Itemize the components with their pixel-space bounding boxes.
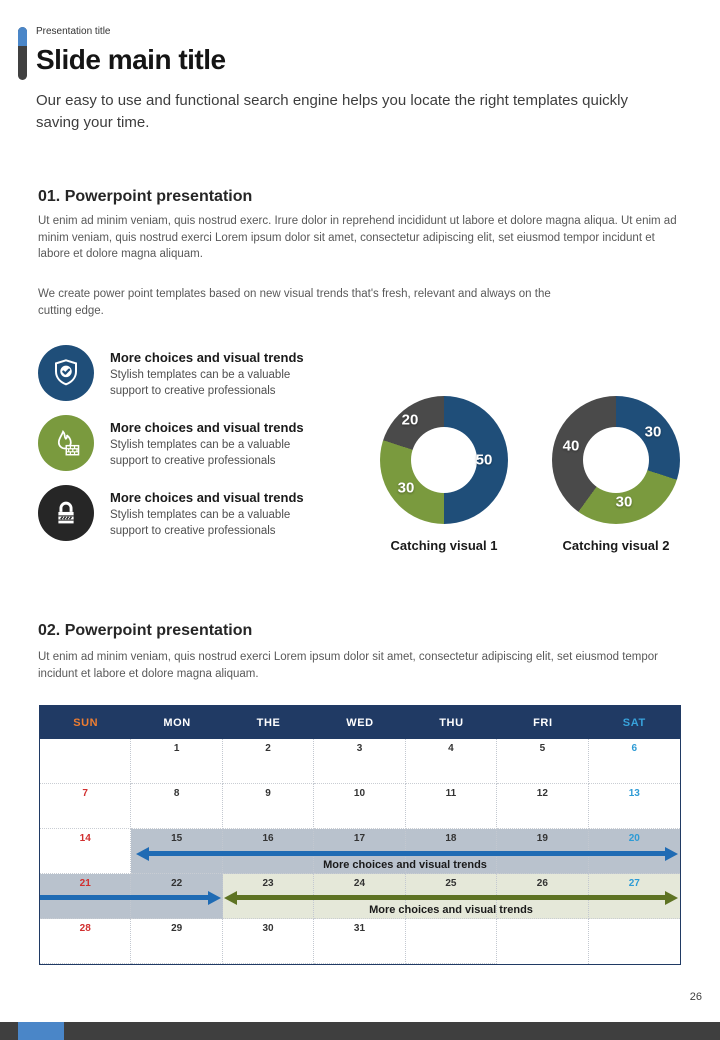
day-header-wed: WED — [346, 716, 374, 729]
calendar-cell-highlighted: 23 — [223, 874, 314, 919]
donut-chart-1 — [380, 396, 508, 553]
donut-segment-label: 30 — [397, 479, 415, 497]
calendar-cell-highlighted: 22 — [131, 874, 222, 919]
section2-heading: 02. Powerpoint presentation — [38, 622, 253, 639]
calendar-cell — [406, 919, 497, 964]
calendar-cell — [497, 919, 588, 964]
day-header-sun: SUN — [73, 716, 99, 729]
calendar-cell: 5 — [497, 739, 588, 784]
section1-heading: 01. Powerpoint presentation — [38, 188, 253, 205]
feature-description: Stylish templates can be a valuable support to creative professionals — [110, 439, 291, 467]
event-arrow-green-week4 — [237, 895, 665, 900]
footer-bar — [0, 1022, 720, 1040]
calendar-cell-highlighted: 15 — [131, 829, 222, 874]
page-number: 26 — [689, 991, 702, 1003]
calendar-cell: 4 — [406, 739, 497, 784]
calendar-cell-highlighted: 18 — [406, 829, 497, 874]
calendar-cell-highlighted: 21 — [40, 874, 131, 919]
calendar-cell: 8 — [131, 784, 222, 829]
calendar-cell: 7 — [40, 784, 131, 829]
feature-item-security — [38, 345, 368, 401]
accent-pill-blue — [18, 27, 27, 46]
calendar-cell-highlighted: 26 — [497, 874, 588, 919]
day-header-fri: FRI — [533, 716, 553, 729]
donut-ring-2 — [552, 396, 680, 524]
feature-item-firewall — [38, 415, 368, 471]
donut-segment-label: 50 — [475, 451, 493, 469]
calendar-cell-highlighted: 17 — [314, 829, 405, 874]
calendar-cell: 13 — [589, 784, 680, 829]
calendar-cell: 10 — [314, 784, 405, 829]
calendar-cell: 29 — [131, 919, 222, 964]
donut-ring-1 — [380, 396, 508, 524]
calendar-table — [39, 705, 681, 965]
calendar-cell-highlighted: 20 — [589, 829, 680, 874]
feature-description: Stylish templates can be a valuable support to creative professionals — [110, 509, 291, 537]
calendar-cell: 28 — [40, 919, 131, 964]
calendar-cell-highlighted: 16 — [223, 829, 314, 874]
calendar-cell: 3 — [314, 739, 405, 784]
calendar-header-row — [40, 706, 680, 739]
calendar-cell: 30 — [223, 919, 314, 964]
firewall-flame-icon — [38, 415, 94, 471]
footer-accent-block — [18, 1022, 64, 1040]
donut-segment-label: 20 — [401, 411, 419, 429]
event-arrow-blue-week3 — [149, 851, 665, 856]
chart-title-1: Catching visual 1 — [390, 538, 498, 553]
calendar-cell: 9 — [223, 784, 314, 829]
donut-hole — [411, 427, 477, 493]
calendar-body — [40, 739, 680, 964]
slide-subtitle: Our easy to use and functional search engine helps you locate the right templates quickly saving your time. — [36, 92, 629, 132]
day-header-mon: MON — [163, 716, 191, 729]
day-header-sat: SAT — [622, 716, 646, 729]
shield-check-icon — [38, 345, 94, 401]
calendar-cell-highlighted: 24 — [314, 874, 405, 919]
event-arrow-blue-week4 — [40, 895, 208, 900]
calendar-cell: 1 — [131, 739, 222, 784]
calendar-cell: 6 — [589, 739, 680, 784]
slide-main-title: Slide main title — [36, 44, 226, 75]
feature-title: More choices and visual trends — [110, 350, 304, 365]
section2-paragraph: Ut enim ad minim veniam, quis nostrud exerci Lorem ipsum dolor sit amet, consectetur adipiscing elit, set eiusmod tempor incidunt et labore et dolore magna aliquam. — [38, 651, 658, 680]
calendar-cell — [40, 739, 131, 784]
calendar-cell: 14 — [40, 829, 131, 874]
day-header-thu: THU — [439, 716, 464, 729]
feature-description: Stylish templates can be a valuable support to creative professionals — [110, 369, 291, 397]
calendar-cell-highlighted: 19 — [497, 829, 588, 874]
donut-segment-label: 30 — [644, 423, 662, 441]
event-banner-1: More choices and visual trends — [323, 859, 487, 871]
event-banner-2: More choices and visual trends — [369, 904, 533, 916]
donut-segment-label: 30 — [615, 493, 633, 511]
calendar-cell-highlighted: 27 — [589, 874, 680, 919]
section1-paragraph1: Ut enim ad minim veniam, quis nostrud exerc. Irure dolor in reprehend incididunt ut labore et dolore magna aliqua. Ut enim ad minim veniam, quis nostrud exerci Lorem ipsum dolor sit amet, consectetur adipiscing elit, set eiusmod tempor incidunt et labore et dolore magna aliquam. — [38, 215, 677, 261]
presentation-title-label: Presentation title — [36, 26, 111, 37]
calendar-cell: 11 — [406, 784, 497, 829]
calendar-cell: 31 — [314, 919, 405, 964]
donut-segment-label: 40 — [562, 437, 580, 455]
calendar-cell — [589, 919, 680, 964]
feature-item-lock — [38, 485, 368, 541]
padlock-icon — [38, 485, 94, 541]
feature-title: More choices and visual trends — [110, 420, 304, 435]
donut-hole — [583, 427, 649, 493]
chart-title-2: Catching visual 2 — [562, 538, 670, 553]
calendar-cell: 12 — [497, 784, 588, 829]
calendar-cell-highlighted: 25 — [406, 874, 497, 919]
calendar-cell: 2 — [223, 739, 314, 784]
feature-title: More choices and visual trends — [110, 490, 304, 505]
day-header-tue: THE — [256, 716, 281, 729]
donut-chart-2 — [552, 396, 680, 553]
section1-paragraph2: We create power point templates based on new visual trends that's fresh, relevant and always on the cutting edge. — [38, 288, 551, 317]
accent-pill — [18, 27, 27, 80]
